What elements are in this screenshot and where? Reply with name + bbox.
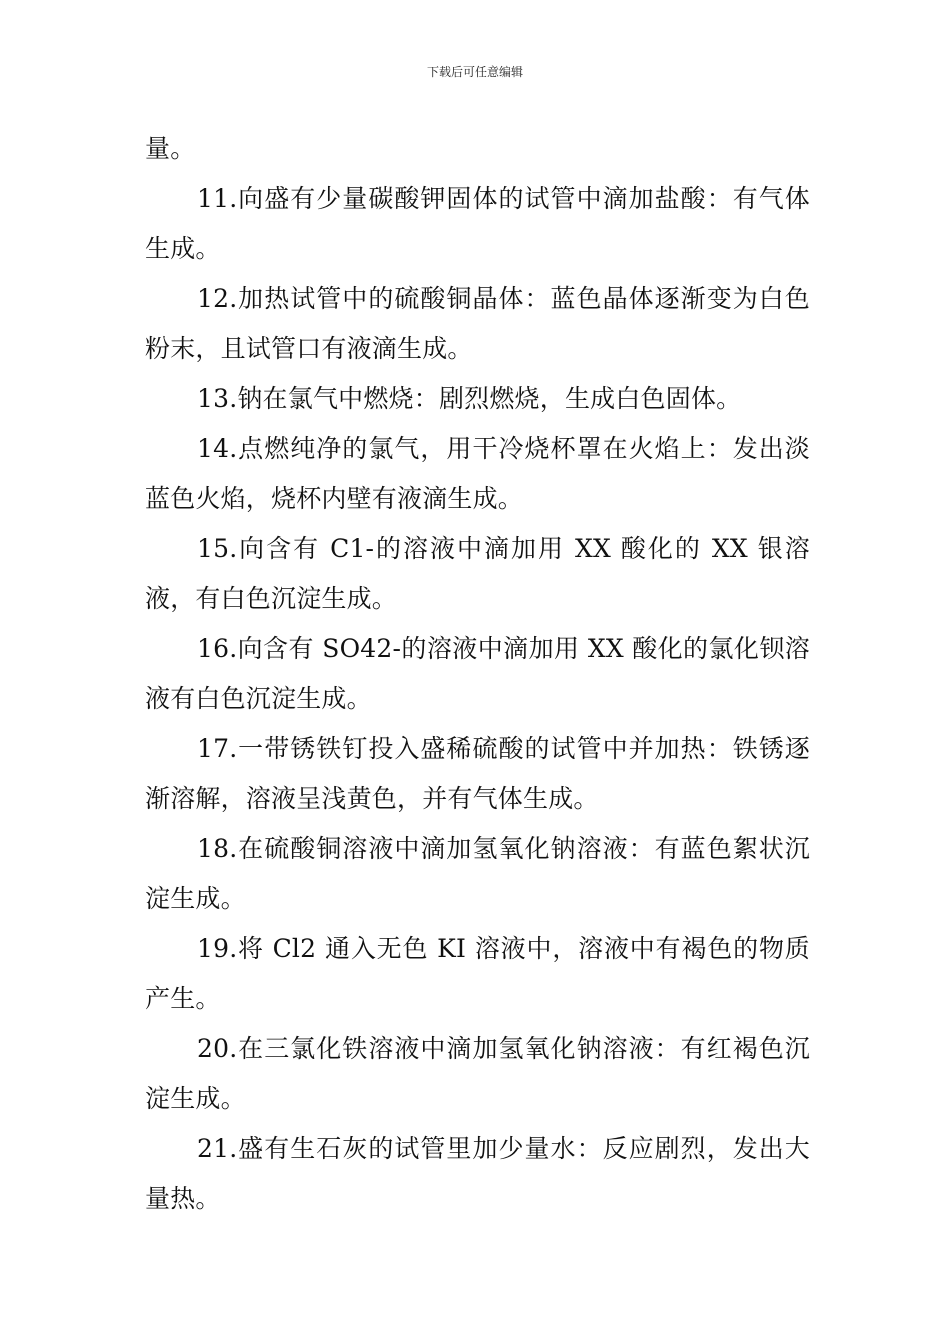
paragraph-item-19: 19.将 Cl2 通入无色 KI 溶液中，溶液中有褐色的物质产生。 <box>145 934 810 1013</box>
paragraph-item-13: 13.钠在氯气中燃烧：剧烈燃烧，生成白色固体。 <box>197 384 742 413</box>
page-header: 下载后可任意编辑 <box>426 65 523 79</box>
paragraph-item-21: 21.盛有生石灰的试管里加少量水：反应剧烈，发出大量热。 <box>145 1134 810 1213</box>
paragraph-item-11: 11.向盛有少量碳酸钾固体的试管中滴加盐酸：有气体生成。 <box>145 184 810 263</box>
paragraph-item-16: 16.向含有 SO42-的溶液中滴加用 XX 酸化的氯化钡溶液有白色沉淀生成。 <box>145 634 810 713</box>
paragraph-item-20: 20.在三氯化铁溶液中滴加氢氧化钠溶液：有红褐色沉淀生成。 <box>145 1034 810 1113</box>
paragraph-item-17: 17.一带锈铁钉投入盛稀硫酸的试管中并加热：铁锈逐渐溶解，溶液呈浅黄色，并有气体生成。 <box>145 734 810 813</box>
paragraph-item-12: 12.加热试管中的硫酸铜晶体：蓝色晶体逐渐变为白色粉末，且试管口有液滴生成。 <box>145 284 810 363</box>
paragraph-item-14: 14.点燃纯净的氯气，用干冷烧杯罩在火焰上：发出淡蓝色火焰，烧杯内壁有液滴生成。 <box>145 434 810 513</box>
paragraph-item-15: 15.向含有 C1-的溶液中滴加用 XX 酸化的 XX 银溶液，有白色沉淀生成。 <box>145 534 810 613</box>
paragraph-item-18: 18.在硫酸铜溶液中滴加氢氧化钠溶液：有蓝色絮状沉淀生成。 <box>145 834 810 913</box>
paragraph-continuation: 量。 <box>145 134 196 163</box>
document-body <box>145 124 810 1224</box>
